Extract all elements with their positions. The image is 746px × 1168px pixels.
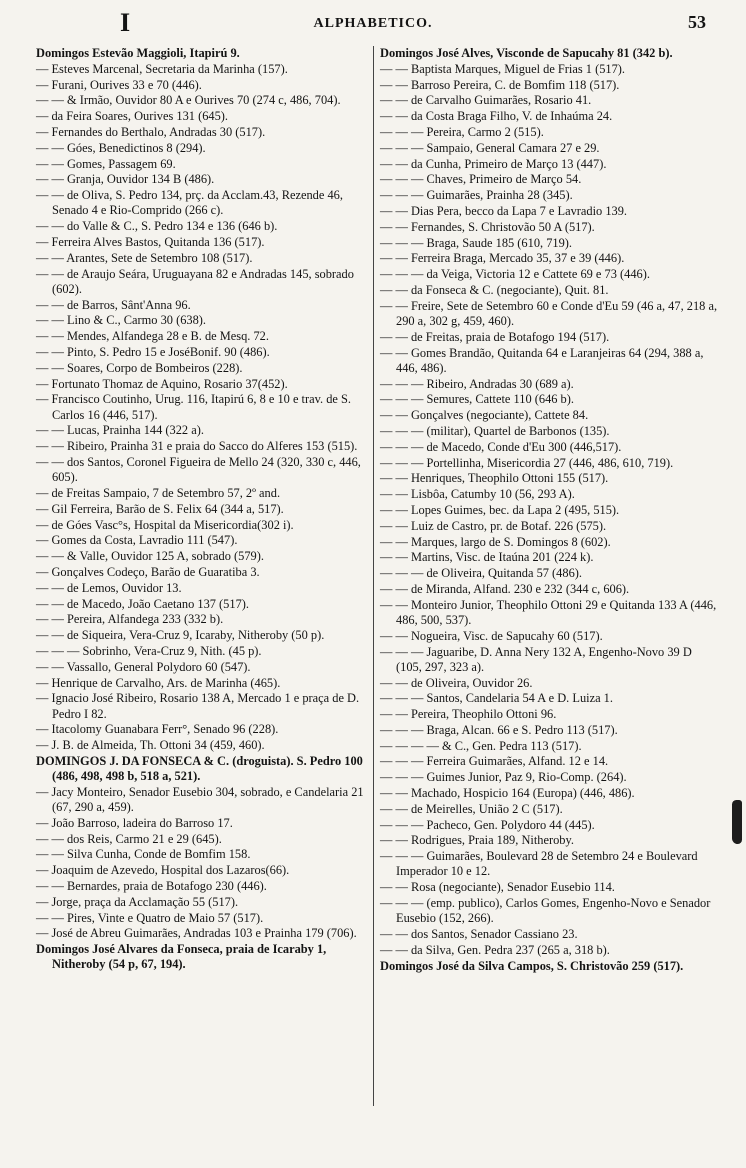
directory-entry: — João Barroso, ladeira do Barroso 17. <box>36 815 233 830</box>
directory-entry: — Jorge, praça da Acclamação 55 (517). <box>36 894 239 909</box>
directory-entry: — — Soares, Corpo de Bombeiros (228). <box>36 360 243 375</box>
directory-entry: — Gil Ferreira, Barão de S. Felix 64 (344 a, 517). <box>36 501 284 516</box>
directory-entry: — — Machado, Hospicio 164 (Europa) (446, 486). <box>380 786 635 801</box>
directory-entry: — — dos Santos, Senador Cassiano 23. <box>380 927 578 942</box>
directory-entry: — — — de Macedo, Conde d'Eu 300 (446,517). <box>380 439 622 454</box>
directory-entry: Domingos Estevão Maggioli, Itapirú 9. <box>36 46 240 60</box>
column-divider <box>373 46 374 1106</box>
directory-entry: — — Monteiro Junior, Theophilo Ottoni 29 e Quitanda 133 A (446, 486, 500, 537). <box>380 597 717 627</box>
directory-entry: — — Rosa (negociante), Senador Eusebio 114. <box>380 880 615 895</box>
directory-entry: — — de Freitas, praia de Botafogo 194 (517). <box>380 329 610 344</box>
directory-entry: — — Bernardes, praia de Botafogo 230 (446). <box>36 879 267 894</box>
directory-entry: — — & Valle, Ouvidor 125 A, sobrado (579). <box>36 549 264 564</box>
directory-entry: — — Freire, Sete de Setembro 60 e Conde d'Eu 59 (46 a, 47, 218 a, 290 a, 302 g, 459, 460). <box>380 298 718 328</box>
directory-entry: — José de Abreu Guimarães, Andradas 103 e Prainha 179 (706). <box>36 926 357 941</box>
directory-entry: — — — Braga, Alcan. 66 e S. Pedro 113 (517). <box>380 722 618 737</box>
directory-entry: — — de Oliva, S. Pedro 134, prç. da Acclam.43, Rezende 46, Senado 4 e Rio-Comprido (266 c). <box>36 188 343 218</box>
directory-entry: — — de Siqueira, Vera-Cruz 9, Icaraby, Nitheroby (50 p). <box>36 628 325 643</box>
directory-entry: — — — Ribeiro, Andradas 30 (689 a). <box>380 376 574 391</box>
directory-entry: — — Martins, Visc. de Itaúna 201 (224 k). <box>380 550 594 565</box>
page-number: 53 <box>688 12 706 32</box>
page-header <box>0 8 746 37</box>
directory-entry: — — — (emp. publico), Carlos Gomes, Engenho-Novo e Senador Eusebio (152, 266). <box>380 896 711 926</box>
directory-entry: — — Gomes Brandão, Quitanda 64 e Laranjeiras 64 (294, 388 a, 446, 486). <box>380 345 704 375</box>
directory-entry: — — — Santos, Candelaria 54 A e D. Luiza 1. <box>380 691 613 706</box>
directory-entry: — — Luiz de Castro, pr. de Botaf. 226 (575). <box>380 518 607 533</box>
directory-entry: — — Lopes Guimes, bec. da Lapa 2 (495, 515). <box>380 502 620 517</box>
directory-entry: — — — Jaguaribe, D. Anna Nery 132 A, Engenho-Novo 39 D (105, 297, 323 a). <box>380 644 692 674</box>
directory-entry: — da Feira Soares, Ourives 131 (645). <box>36 109 229 124</box>
directory-entry: — — da Silva, Gen. Pedra 237 (265 a, 318 b). <box>380 942 610 957</box>
directory-entry: — — de Meirelles, União 2 C (517). <box>380 801 563 816</box>
directory-entry: — — dos Santos, Coronel Figueira de Mello 24 (320, 330 c, 446, 605). <box>36 454 361 485</box>
directory-entry: — de Góes Vasc°s, Hospital da Misericordia(302 i). <box>36 517 294 532</box>
directory-entry: — — — Guimarães, Boulevard 28 de Setembro 24 e Boulevard Imperador 10 e 12. <box>380 849 698 879</box>
directory-entry: — — Pereira, Alfandega 233 (332 b). <box>36 612 224 627</box>
directory-entry: — — — Sobrinho, Vera-Cruz 9, Nith. (45 p). <box>36 643 262 658</box>
directory-entry: — — de Lemos, Ouvidor 13. <box>36 580 182 595</box>
directory-entry: — — Lino & C., Carmo 30 (638). <box>36 313 207 328</box>
directory-entry: — — Barroso Pereira, C. de Bomfim 118 (517). <box>380 77 620 92</box>
directory-entry: — — — Guimarães, Prainha 28 (345). <box>380 188 573 203</box>
directory-entry: — — Lucas, Prainha 144 (322 a). <box>36 423 204 438</box>
directory-entry: DOMINGOS J. DA FONSECA & C. (droguista). S. Pedro 100 (486, 498, 498 b, 518 a, 521). <box>36 753 363 784</box>
directory-entry: — — & Irmão, Ouvidor 80 A e Ourives 70 (274 c, 486, 704). <box>36 93 341 108</box>
directory-entry: — — de Oliveira, Ouvidor 26. <box>380 675 533 690</box>
directory-entry: — — — da Veiga, Victoria 12 e Cattete 69 e 73 (446). <box>380 267 650 282</box>
directory-entry: — — Pires, Vinte e Quatro de Maio 57 (517). <box>36 910 264 925</box>
directory-entry: — de Freitas Sampaio, 7 de Setembro 57, 2º and. <box>36 485 281 500</box>
right-column <box>380 46 718 974</box>
directory-entry: — Fortunato Thomaz de Aquino, Rosario 37(452). <box>36 376 288 391</box>
ink-blot <box>732 800 742 844</box>
directory-entry: — — — Ferreira Guimarães, Alfand. 12 e 14. <box>380 754 609 769</box>
directory-entry: — — de Araujo Seára, Uruguayana 82 e Andradas 145, sobrado (602). <box>36 266 354 296</box>
directory-entry: — — — (militar), Quartel de Barbonos (135). <box>380 423 610 438</box>
directory-entry: — — Lisbôa, Catumby 10 (56, 293 A). <box>380 487 575 502</box>
directory-entry: — — Marques, largo de S. Domingos 8 (602). <box>380 534 611 549</box>
directory-entry: — Fernandes do Berthalo, Andradas 30 (517). <box>36 124 266 139</box>
directory-entry: — — da Costa Braga Filho, V. de Inhaúma 24. <box>380 109 613 124</box>
directory-entry: — — — de Oliveira, Quitanda 57 (486). <box>380 566 582 581</box>
directory-entry: — — Silva Cunha, Conde de Bomfim 158. <box>36 847 251 862</box>
directory-entry: Domingos José Alvares da Fonseca, praia de Icaraby 1, Nitheroby (54 p, 67, 194). <box>36 942 327 972</box>
directory-entry: — — Mendes, Alfandega 28 e B. de Mesq. 72. <box>36 329 269 344</box>
directory-entry: — — — Sampaio, General Camara 27 e 29. <box>380 140 600 155</box>
directory-entry: — — Ferreira Braga, Mercado 35, 37 e 39 (446). <box>380 251 625 266</box>
directory-entry: — — — Portellinha, Misericordia 27 (446, 486, 610, 719). <box>380 455 674 470</box>
directory-entry: — J. B. de Almeida, Th. Ottoni 34 (459, 460). <box>36 738 265 753</box>
directory-entry: Domingos José da Silva Campos, S. Christovão 259 (517). <box>380 958 684 973</box>
directory-entry: — Gonçalves Codeço, Barão de Guaratiba 3. <box>36 564 260 579</box>
directory-entry: — — de Macedo, João Caetano 137 (517). <box>36 596 249 611</box>
directory-entry: — — Gomes, Passagem 69. <box>36 156 176 171</box>
directory-entry: — — — Guimes Junior, Paz 9, Rio-Comp. (264). <box>380 770 627 785</box>
directory-entry: — Jacy Monteiro, Senador Eusebio 304, sobrado, e Candelaria 21 (67, 290 a, 459). <box>36 784 364 815</box>
directory-entry: — Ignacio José Ribeiro, Rosario 138 A, Mercado 1 e praça de D. Pedro I 82. <box>36 691 360 721</box>
directory-entry: — Furani, Ourives 33 e 70 (446). <box>36 77 202 92</box>
directory-entry: — — Ribeiro, Prainha 31 e praia do Sacco do Alferes 153 (515). <box>36 439 358 454</box>
directory-entry: — — Góes, Benedictinos 8 (294). <box>36 140 206 155</box>
directory-entry: — — do Valle & C., S. Pedro 134 e 136 (646 b). <box>36 219 278 234</box>
directory-entry: — — Henriques, Theophilo Ottoni 155 (517). <box>380 471 609 486</box>
directory-entry: — — — Chaves, Primeiro de Março 54. <box>380 172 582 187</box>
directory-entry: — Francisco Coutinho, Urug. 116, Itapirú 6, 8 e 10 e trav. de S. Carlos 16 (446, 517). <box>36 392 351 422</box>
directory-entry: — — da Cunha, Primeiro de Março 13 (447). <box>380 156 607 171</box>
directory-entry: — — Pinto, S. Pedro 15 e JoséBonif. 90 (486). <box>36 344 270 359</box>
directory-entry: — — — Semures, Cattete 110 (646 b). <box>380 392 574 407</box>
directory-entry: — — — — & C., Gen. Pedra 113 (517). <box>380 738 582 753</box>
directory-entry: — — Vassallo, General Polydoro 60 (547). <box>36 659 251 674</box>
directory-entry: — Esteves Marcenal, Secretaria da Marinha (157). <box>36 61 288 76</box>
directory-entry: Domingos José Alves, Visconde de Sapucahy 81 (342 b). <box>380 46 673 60</box>
directory-entry: — — Rodrigues, Praia 189, Nitheroby. <box>380 833 574 848</box>
directory-entry: — — dos Reis, Carmo 21 e 29 (645). <box>36 831 222 846</box>
directory-entry: — Gomes da Costa, Lavradio 111 (547). <box>36 533 238 548</box>
left-column <box>36 46 370 973</box>
directory-entry: — — Gonçalves (negociante), Cattete 84. <box>380 408 589 423</box>
directory-entry: — Henrique de Carvalho, Ars. de Marinha (465). <box>36 675 281 690</box>
directory-entry: — Ferreira Alves Bastos, Quitanda 136 (517). <box>36 234 265 249</box>
directory-entry: — — de Miranda, Alfand. 230 e 232 (344 c, 606). <box>380 581 630 596</box>
directory-entry: — — — Pereira, Carmo 2 (515). <box>380 124 544 139</box>
directory-entry: — — de Barros, Sânt'Anna 96. <box>36 297 191 312</box>
directory-entry: — — da Fonseca & C. (negociante), Quit. 81. <box>380 282 609 297</box>
directory-entry: — — Pereira, Theophilo Ottoni 96. <box>380 707 557 722</box>
page-title: ALPHABETICO. <box>313 16 433 31</box>
directory-entry: — Itacolomy Guanabara Ferr°, Senado 96 (228). <box>36 722 279 737</box>
directory-entry: — — Fernandes, S. Christovão 50 A (517). <box>380 219 595 234</box>
directory-entry: — — — Braga, Saude 185 (610, 719). <box>380 235 573 250</box>
directory-entry: — — Arantes, Sete de Setembro 108 (517). <box>36 250 253 265</box>
directory-entry: — — de Carvalho Guimarães, Rosario 41. <box>380 93 592 108</box>
directory-entry: — — — Pacheco, Gen. Polydoro 44 (445). <box>380 817 595 832</box>
directory-entry: — Joaquim de Azevedo, Hospital dos Lazaros(66). <box>36 863 290 878</box>
directory-entry: — — Nogueira, Visc. de Sapucahy 60 (517). <box>380 628 603 643</box>
directory-entry: — — Granja, Ouvidor 134 B (486). <box>36 172 215 187</box>
header-mark: I <box>120 8 131 37</box>
directory-entry: — — Baptista Marques, Miguel de Frias 1 (517). <box>380 61 626 76</box>
directory-entry: — — Dias Pera, becco da Lapa 7 e Lavradio 139. <box>380 203 628 218</box>
